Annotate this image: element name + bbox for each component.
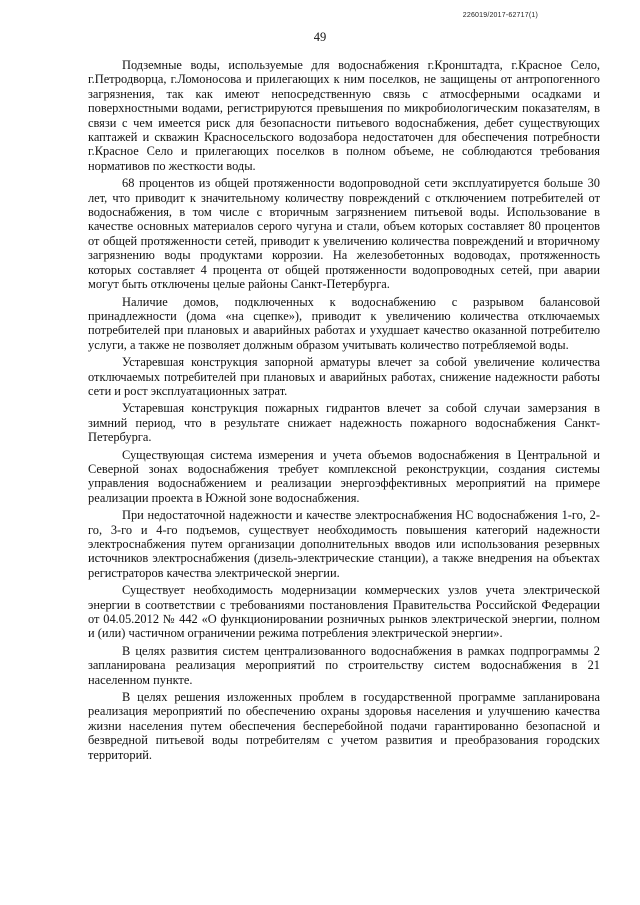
paragraph-valves: Устаревшая конструкция запорной арматуры влечет за собой увеличение количества отключаемых потребителей при плановых и аварийных работах, снижение надежности работы сети и рост эксплуатационных затрат. — [88, 355, 600, 398]
paragraph-subprogram-2: В целях развития систем централизованного водоснабжения в рамках подпрограммы 2 запланирована реализация мероприятий по строительству систем водоснабжения в 21 населенном пункте. — [88, 643, 600, 687]
paragraph-hydrants: Устаревшая конструкция пожарных гидрантов влечет за собой случаи замерзания в зимний период, что в результате снижает надежность пожарного водоснабжения Санкт-Петербурга. — [88, 401, 600, 445]
page-number: 49 — [313, 30, 327, 44]
paragraph-electricity-metering: Существует необходимость модернизации коммерческих узлов учета электрической энергии в соответствии с требованиями постановления Правительства Российской Федерации от 04.05.2012 № 442 «О функционировании розничных рынков электрической энергии, полном и (или) частичном ограничении режима потребления электрической энергии». — [88, 583, 600, 641]
document-body — [88, 58, 600, 765]
paragraph-network-age: 68 процентов из общей протяженности водопроводной сети эксплуатируется больше 30 лет, что приводит к значительному количеству повреждений с отключением потребителей от водоснабжения, в том числе с вторичным загрязнением питьевой воды. Использование в качестве основных материалов серого чугуна и стали, объем которых составляет 80 процентов от общей протяженности сетей, приводит к увеличению количества повреждений и вторичному загрязнению воды продуктами коррозии. На железобетонных водоводах, протяженность которых составляет 4 процента от общей протяженности водопроводных сетей, при аварии могут быть отключены целые районы Санкт-Петербурга. — [88, 176, 600, 292]
paragraph-groundwater: Подземные воды, используемые для водоснабжения г.Кронштадта, г.Красное Село, г.Петродворца, г.Ломоносова и прилегающих к ним поселков, не защищены от антропогенного загрязнения, так как имеют непосредственную связь с атмосферными осадками и поверхностными водами, регистрируются превышения по микробиологическим показателям, в связи с чем имеется риск для безопасности питьевого водоснабжения, дебет существующих каптажей и скважин Красносельского водозабора недостаточен для обеспечения потребности г.Красное Село и прилегающих поселков в полном объеме, не соблюдаются требования нормативов по жесткости воды. — [88, 58, 600, 173]
document-registration-number: 226019/2017-62717(1) — [462, 12, 538, 19]
paragraph-metering: Существующая система измерения и учета объемов водоснабжения в Центральной и Северной зонах водоснабжения требует комплексной реконструкции, создания системы управления водоснабжением и реализации энергоэффективных мероприятий на примере реализации проекта в Южной зоне водоснабжения. — [88, 447, 600, 505]
paragraph-linked-houses: Наличие домов, подключенных к водоснабжению с разрывом балансовой принадлежности (дома «на сцепке»), приводит к увеличению количества отключаемых потребителей при плановых и аварийных работах и ухудшает качество оказанной потребителю услуги, а также не позволяет должным образом учитывать количество потребляемой воды. — [88, 294, 600, 352]
paragraph-power-supply: При недостаточной надежности и качестве электроснабжения НС водоснабжения 1-го, 2-го, 3-го и 4-го подъемов, существует необходимость повышения категорий надежности электроснабжения путем организации дополнительных вводов или использования резервных источников электроснабжения (дизель-электрические станции), а также внедрения на объектах регистраторов качества электрической энергии. — [88, 508, 600, 580]
paragraph-program-goals: В целях решения изложенных проблем в государственной программе запланирована реализация мероприятий по обеспечению охраны здоровья населения и улучшению качества жизни населения путем обеспечения бесперебойной подачи гарантированно безопасной и безвредной питьевой воды потребителям с учетом развития и преобразования городских территорий. — [88, 690, 600, 762]
